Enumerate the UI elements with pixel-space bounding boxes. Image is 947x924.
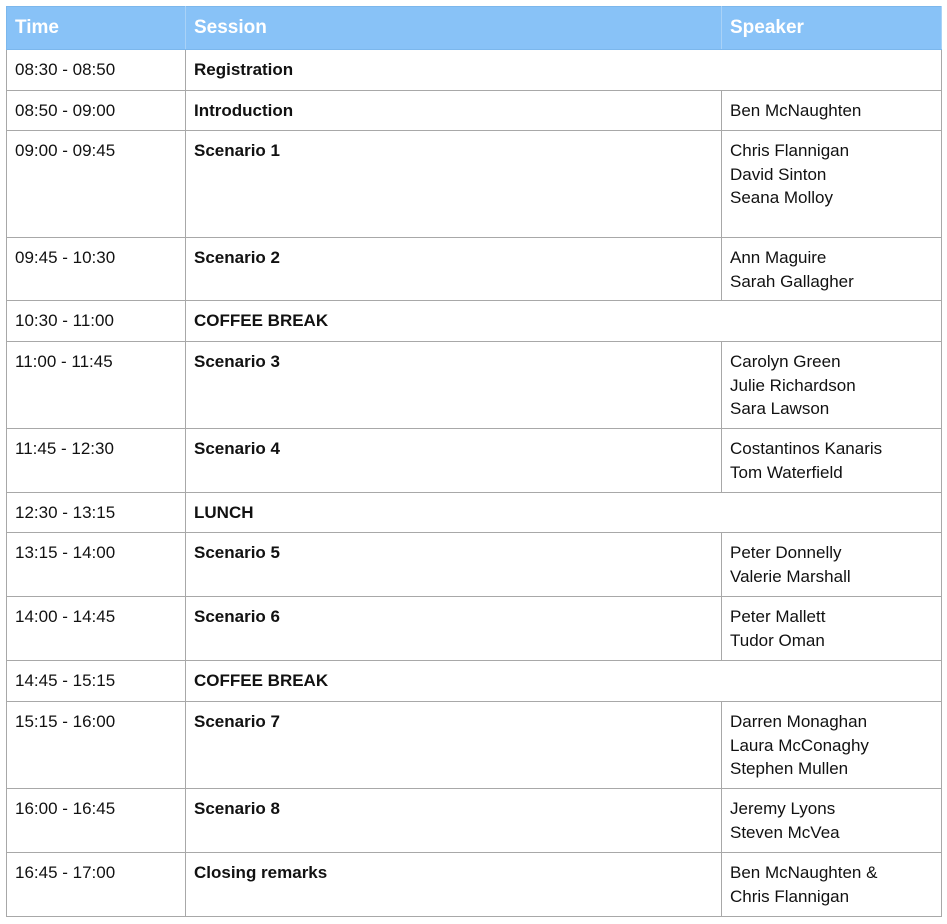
schedule-row	[7, 853, 942, 917]
schedule-table	[6, 6, 942, 917]
time-cell: 13:15 - 14:00	[7, 533, 186, 597]
speaker-name: Tudor Oman	[730, 630, 825, 650]
speaker-name: Seana Molloy	[730, 188, 834, 207]
schedule-row	[7, 238, 942, 301]
speaker-name: Carolyn Green	[730, 352, 841, 371]
speaker-name: Jeremy Lyons	[730, 799, 836, 818]
schedule-header	[7, 7, 942, 50]
schedule-row	[7, 493, 942, 533]
speaker-name: Steven McVea	[730, 822, 840, 842]
schedule-row	[7, 342, 942, 429]
time-cell: 11:45 - 12:30	[7, 429, 186, 493]
time-cell: 14:45 - 15:15	[7, 661, 186, 702]
speaker-column-header: Speaker	[722, 7, 942, 50]
speaker-name: Ben McNaughten &	[730, 863, 878, 882]
speaker-cell	[722, 853, 942, 917]
speaker-cell	[722, 702, 942, 789]
speaker-cell	[722, 342, 942, 429]
session-cell: Introduction	[186, 91, 722, 131]
speaker-name: Chris Flannigan	[730, 141, 850, 160]
time-cell: 15:15 - 16:00	[7, 702, 186, 789]
time-cell: 09:45 - 10:30	[7, 238, 186, 301]
schedule-row	[7, 533, 942, 597]
session-cell: Scenario 3	[186, 342, 722, 429]
session-cell: Scenario 7	[186, 702, 722, 789]
schedule-row	[7, 661, 942, 702]
time-cell: 11:00 - 11:45	[7, 342, 186, 429]
speaker-cell	[722, 429, 942, 493]
schedule-row	[7, 597, 942, 661]
speaker-name: Chris Flannigan	[730, 886, 850, 906]
time-cell: 12:30 - 13:15	[7, 493, 186, 533]
time-cell: 14:00 - 14:45	[7, 597, 186, 661]
speaker-cell	[722, 597, 942, 661]
speaker-cell	[722, 533, 942, 597]
session-cell: Scenario 6	[186, 597, 722, 661]
session-cell: LUNCH	[186, 493, 942, 533]
speaker-cell	[722, 91, 942, 131]
schedule-row	[7, 91, 942, 131]
session-cell: COFFEE BREAK	[186, 661, 942, 702]
time-column-header: Time	[7, 7, 186, 50]
session-cell: Scenario 2	[186, 238, 722, 301]
speaker-name: Stephen Mullen	[730, 759, 849, 778]
session-cell: Scenario 5	[186, 533, 722, 597]
schedule-body	[7, 50, 942, 917]
speaker-name: Laura McConaghy	[730, 735, 869, 755]
session-cell: Scenario 4	[186, 429, 722, 493]
schedule-row	[7, 131, 942, 238]
schedule-row	[7, 429, 942, 493]
speaker-name: Peter Mallett	[730, 607, 826, 626]
schedule-row	[7, 301, 942, 342]
time-cell: 09:00 - 09:45	[7, 131, 186, 238]
speaker-name: Sarah Gallagher	[730, 271, 854, 291]
speaker-name: Sara Lawson	[730, 399, 830, 418]
header-row	[7, 7, 942, 50]
speaker-name: Costantinos Kanaris	[730, 439, 883, 458]
time-cell: 08:30 - 08:50	[7, 50, 186, 91]
speaker-name: Ann Maguire	[730, 248, 827, 267]
speaker-cell	[722, 238, 942, 301]
speaker-name: Julie Richardson	[730, 375, 856, 395]
session-cell: Scenario 1	[186, 131, 722, 238]
schedule-row	[7, 789, 942, 853]
time-cell: 10:30 - 11:00	[7, 301, 186, 342]
time-cell: 08:50 - 09:00	[7, 91, 186, 131]
time-cell: 16:00 - 16:45	[7, 789, 186, 853]
speaker-name: Tom Waterfield	[730, 462, 843, 482]
time-cell: 16:45 - 17:00	[7, 853, 186, 917]
schedule-row	[7, 50, 942, 91]
session-column-header: Session	[186, 7, 722, 50]
speaker-name: Darren Monaghan	[730, 712, 868, 731]
speaker-cell	[722, 789, 942, 853]
session-cell: COFFEE BREAK	[186, 301, 942, 342]
schedule-row	[7, 702, 942, 789]
session-cell: Scenario 8	[186, 789, 722, 853]
speaker-name: Ben McNaughten	[730, 101, 862, 120]
speaker-cell	[722, 131, 942, 238]
session-cell: Closing remarks	[186, 853, 722, 917]
speaker-name: David Sinton	[730, 164, 827, 184]
speaker-name: Valerie Marshall	[730, 566, 851, 586]
speaker-name: Peter Donnelly	[730, 543, 842, 562]
session-cell: Registration	[186, 50, 942, 91]
